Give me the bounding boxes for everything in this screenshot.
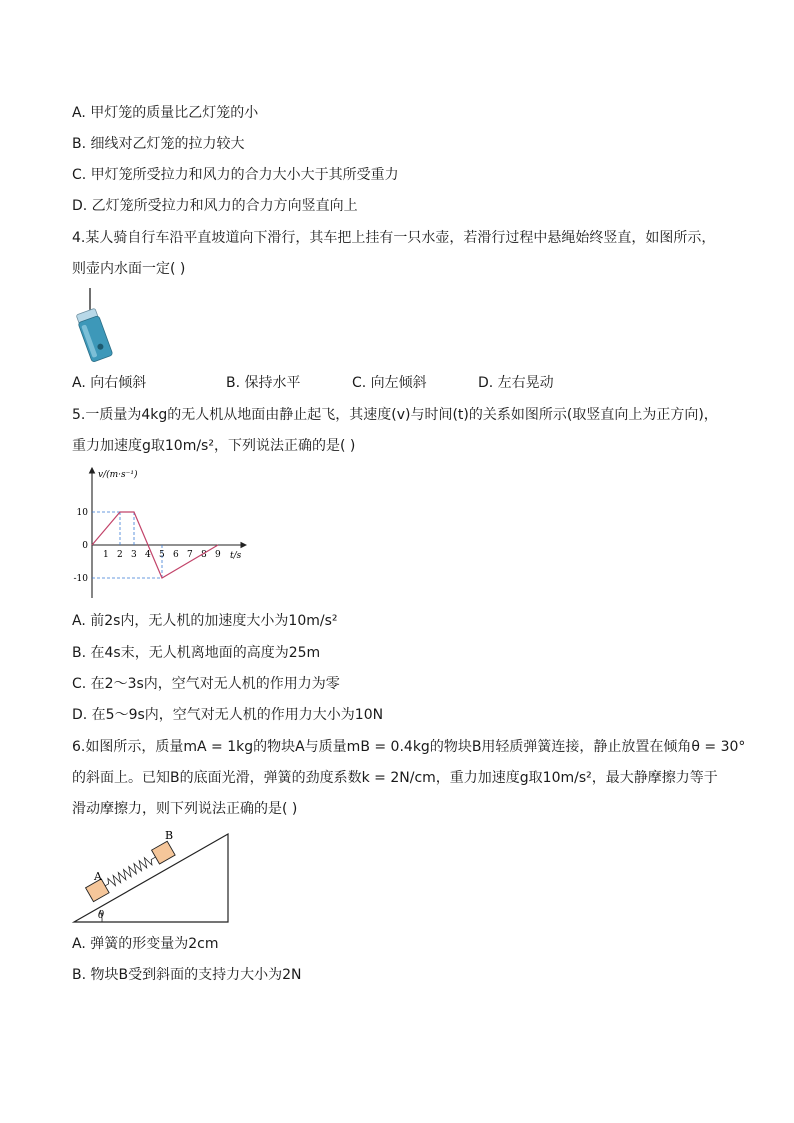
x-axis-label: t/s [230,551,242,561]
velocity-time-chart [70,462,260,602]
q4-stem-line1: 4.某人骑自行车沿平直坡道向下滑行，其车把上挂有一只水壶，若滑行过程中悬绳始终竖直，如图所示， [72,230,716,246]
y-tick-label: 10 [76,508,88,518]
q4-option-a: A. 向右倾斜 [72,375,147,391]
incline-spring-figure [70,826,235,926]
y-axis-label: v/(m·s⁻¹) [98,470,138,480]
x-tick-label: 3 [131,550,137,560]
x-tick-label: 4 [145,550,151,560]
q3-option-d: D. 乙灯笼所受拉力和风力的合力方向竖直向上 [72,198,358,214]
q4-stem-line2: 则壶内水面一定( ) [72,261,186,277]
x-tick-label: 2 [117,550,123,560]
q5-option-c: C. 在2～3s内，空气对无人机的作用力为零 [72,676,340,692]
angle-theta-label: θ [98,910,105,921]
q6-option-b: B. 物块B受到斜面的支持力大小为2N [72,967,302,983]
water-bottle-figure [70,288,120,364]
q6-stem-line2: 的斜面上。已知B的底面光滑，弹簧的劲度系数k = 2N/cm，重力加速度g取10m/s²，最大静摩擦力等于 [72,770,718,786]
q6-stem-line3: 滑动摩擦力，则下列说法正确的是( ) [72,801,298,817]
water-bottle-icon [75,308,113,363]
q4-option-b: B. 保持水平 [226,375,301,391]
q5-option-a: A. 前2s内，无人机的加速度大小为10m/s² [72,613,338,629]
q4-option-c: C. 向左倾斜 [352,375,427,391]
q4-option-d: D. 左右晃动 [478,375,554,391]
x-tick-label: 9 [215,550,221,560]
x-tick-label: 6 [173,550,179,560]
spring [103,853,158,890]
block-a-label: A [94,870,102,883]
q6-stem-line1: 6.如图所示，质量mA = 1kg的物块A与质量mB = 0.4kg的物块B用轻质弹簧连接，静止放置在倾角θ = 30° [72,739,746,755]
block-b-label: B [165,829,174,842]
x-tick-label: 5 [159,550,165,560]
q3-option-a: A. 甲灯笼的质量比乙灯笼的小 [72,105,259,121]
x-tick-label: 8 [201,550,207,560]
q5-stem-line2: 重力加速度g取10m/s²，下列说法正确的是( ) [72,438,356,454]
q5-option-b: B. 在4s末，无人机离地面的高度为25m [72,645,321,661]
q3-option-b: B. 细线对乙灯笼的拉力较大 [72,136,245,152]
x-tick-label: 1 [103,550,109,560]
x-tick-labels [103,550,221,560]
block-b [152,841,176,864]
q6-option-a: A. 弹簧的形变量为2cm [72,936,219,952]
y-tick-label: 0 [82,541,88,551]
q5-option-d: D. 在5～9s内，空气对无人机的作用力大小为10N [72,707,384,723]
x-tick-label: 7 [187,550,193,560]
y-tick-label: -10 [73,574,88,584]
q4-options [72,373,554,393]
q5-stem-line1: 5.一质量为4kg的无人机从地面由静止起飞，其速度(v)与时间(t)的关系如图所示(取竖直向上为正方向)， [72,407,718,423]
y-tick-labels [74,508,89,584]
q3-option-c: C. 甲灯笼所受拉力和风力的合力大小大于其所受重力 [72,167,399,183]
